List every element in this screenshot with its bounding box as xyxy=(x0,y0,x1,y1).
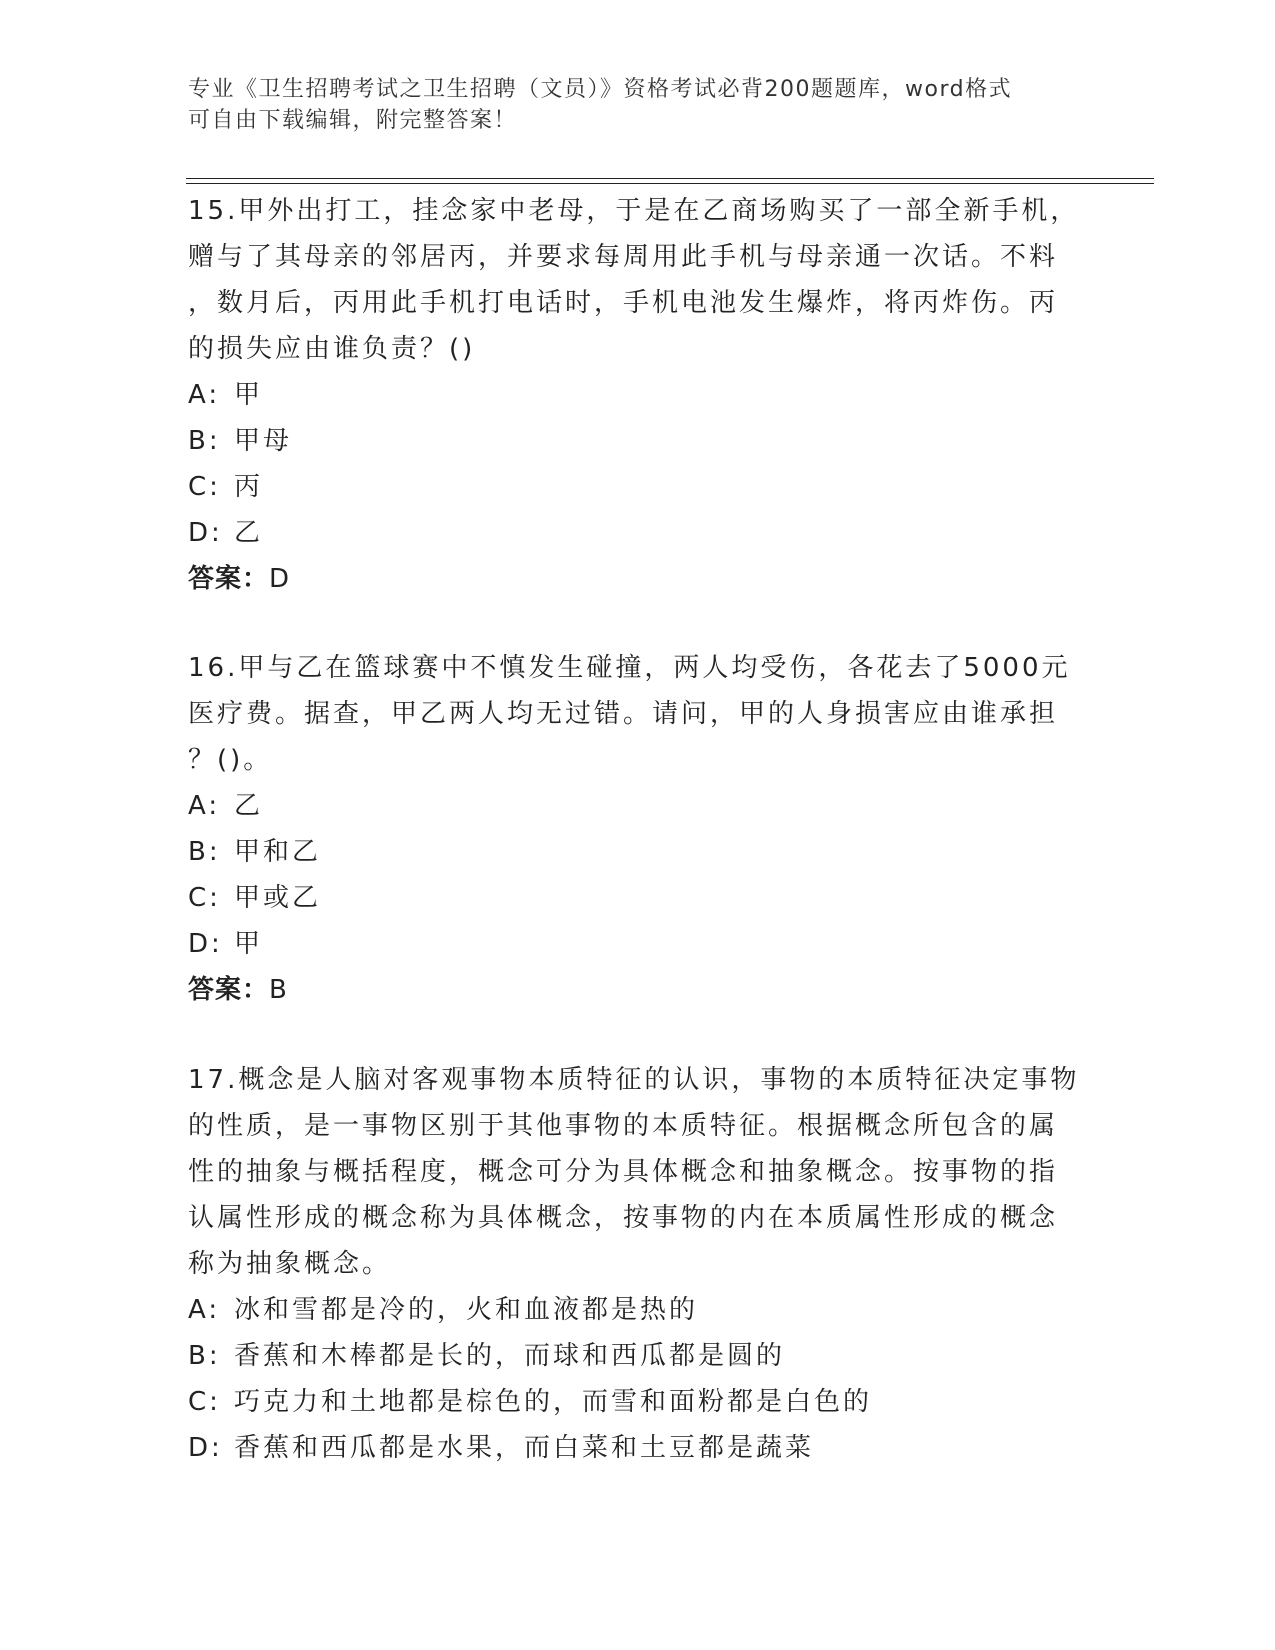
option-c xyxy=(188,1379,1088,1425)
option-b xyxy=(188,1333,1088,1379)
option-b xyxy=(188,418,1088,464)
option-text: 香蕉和木棒都是长的，而球和西瓜都是圆的 xyxy=(234,1341,786,1371)
option-letter: D: xyxy=(188,518,223,548)
option-letter: A: xyxy=(188,791,221,821)
answer-value: B xyxy=(269,975,288,1005)
question-stem-line: 16.甲与乙在篮球赛中不慎发生碰撞，两人均受伤，各花去了5000元 xyxy=(188,653,1071,683)
option-letter: B: xyxy=(188,426,221,456)
option-text: 乙 xyxy=(234,791,264,821)
option-text: 丙 xyxy=(234,472,264,502)
option-text: 甲母 xyxy=(234,426,293,456)
answer-line xyxy=(188,967,1088,1013)
option-b xyxy=(188,829,1088,875)
option-letter: B: xyxy=(188,837,221,867)
question-stem-line: 赠与了其母亲的邻居丙，并要求每周用此手机与母亲通一次话。不料 xyxy=(188,242,1059,272)
question-15 xyxy=(188,188,1088,602)
header-divider-bottom xyxy=(186,183,1154,184)
option-letter: D: xyxy=(188,929,223,959)
option-text: 香蕉和西瓜都是水果，而白菜和土豆都是蔬菜 xyxy=(234,1433,815,1463)
option-d xyxy=(188,1425,1088,1471)
document-header xyxy=(188,74,1088,136)
question-stem-line: 性的抽象与概括程度，概念可分为具体概念和抽象概念。按事物的指 xyxy=(188,1157,1059,1187)
option-d xyxy=(188,921,1088,967)
question-17 xyxy=(188,1057,1088,1471)
option-a xyxy=(188,372,1088,418)
question-16 xyxy=(188,645,1088,1013)
question-stem-line: 认属性形成的概念称为具体概念，按事物的内在本质属性形成的概念 xyxy=(188,1203,1059,1233)
option-c xyxy=(188,464,1088,510)
question-stem-line: 的损失应由谁负责？() xyxy=(188,334,476,364)
option-letter: A: xyxy=(188,1295,221,1325)
option-d xyxy=(188,510,1088,556)
answer-line xyxy=(188,556,1088,602)
header-divider-top xyxy=(186,178,1154,179)
option-letter: C: xyxy=(188,883,221,913)
question-stem-line: 的性质，是一事物区别于其他事物的本质特征。根据概念所包含的属 xyxy=(188,1111,1059,1141)
option-letter: C: xyxy=(188,472,221,502)
option-text: 乙 xyxy=(234,518,264,548)
question-stem-line: ，数月后，丙用此手机打电话时，手机电池发生爆炸，将丙炸伤。丙 xyxy=(188,288,1059,318)
option-a xyxy=(188,783,1088,829)
option-letter: A: xyxy=(188,380,221,410)
question-stem-line: 医疗费。据查，甲乙两人均无过错。请问，甲的人身损害应由谁承担 xyxy=(188,699,1059,729)
answer-label: 答案： xyxy=(188,975,270,1005)
option-text: 冰和雪都是冷的，火和血液都是热的 xyxy=(234,1295,699,1325)
answer-label: 答案： xyxy=(188,564,270,594)
option-letter: D: xyxy=(188,1433,223,1463)
option-text: 巧克力和土地都是棕色的，而雪和面粉都是白色的 xyxy=(234,1387,873,1417)
option-a xyxy=(188,1287,1088,1333)
question-stem-line: 17.概念是人脑对客观事物本质特征的认识，事物的本质特征决定事物 xyxy=(188,1065,1080,1095)
option-text: 甲或乙 xyxy=(234,883,322,913)
option-letter: B: xyxy=(188,1341,221,1371)
header-line-1: 专业《卫生招聘考试之卫生招聘（文员）》资格考试必背200题题库，word格式 xyxy=(188,77,1013,102)
option-c xyxy=(188,875,1088,921)
header-line-2: 可自由下载编辑，附完整答案！ xyxy=(188,108,518,133)
option-letter: C: xyxy=(188,1387,221,1417)
question-stem-line: 称为抽象概念。 xyxy=(188,1249,392,1279)
answer-value: D xyxy=(269,564,291,594)
option-text: 甲 xyxy=(234,929,264,959)
option-text: 甲和乙 xyxy=(234,837,322,867)
question-stem-line: 15.甲外出打工，挂念家中老母，于是在乙商场购买了一部全新手机， xyxy=(188,196,1080,226)
option-text: 甲 xyxy=(234,380,264,410)
question-stem-line: ？()。 xyxy=(188,745,273,775)
